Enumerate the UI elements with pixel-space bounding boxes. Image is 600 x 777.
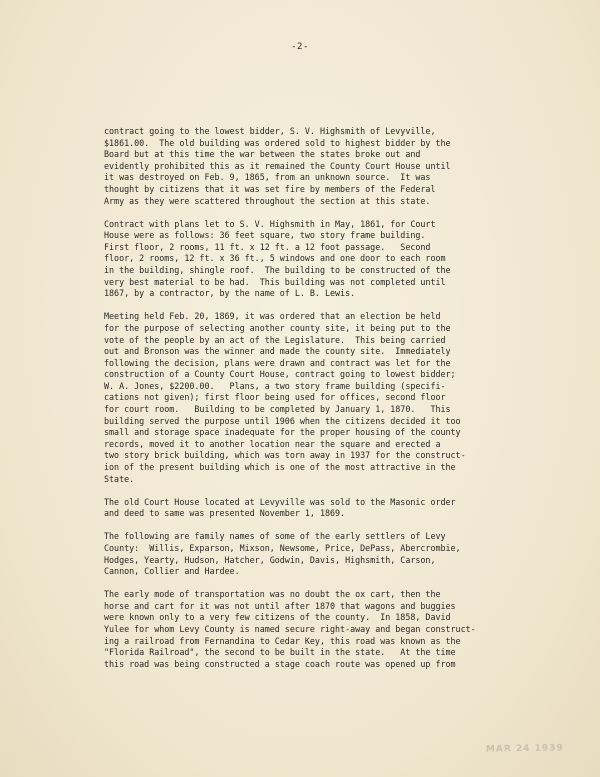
text-line: two story brick building, which was torn away in 1937 for the construct-	[104, 450, 466, 461]
text-line: Yulee for whom Levy County is named secure right-away and began construct-	[104, 624, 476, 635]
page-number: -2-	[291, 42, 309, 52]
text-line: and deed to same was presented November 1, 1869.	[104, 508, 346, 519]
text-line: State.	[104, 473, 135, 484]
text-line: The following are family names of some of the early settlers of Levy	[104, 531, 446, 542]
paragraph	[104, 311, 514, 485]
text-line: Contract with plans let to S. V. Highsmith in May, 1861, for Court	[104, 218, 436, 229]
text-line: Board but at this time the war between the states broke out and	[104, 149, 421, 160]
text-line: small and storage space inadequate for the proper housing of the county	[104, 427, 461, 438]
text-line: House were as follows: 36 feet square, two story frame building.	[104, 230, 426, 241]
text-line: 1867, by a contractor, by the name of L. B. Lewis.	[104, 288, 356, 299]
text-line: ion of the present building which is one of the most attractive in the	[104, 462, 456, 473]
date-stamp: MAR 24 1939	[485, 743, 564, 755]
paragraph	[104, 126, 514, 207]
text-line: very best material to be had. This building was not completed until	[104, 276, 446, 287]
paragraph	[104, 589, 514, 670]
text-line: for the purpose of selecting another county site, it being put to the	[104, 322, 451, 333]
text-line: evidently prohibited this as it remained the County Court House until	[104, 160, 451, 171]
paragraph	[104, 497, 514, 520]
paragraph	[104, 219, 514, 300]
text-line: Hodges, Yearty, Hudson, Hatcher, Godwin, Davis, Highsmith, Carson,	[104, 554, 436, 565]
text-line: Meeting held Feb. 20, 1869, it was ordered that an election be held	[104, 311, 441, 322]
paragraph	[104, 531, 514, 577]
text-line: First floor, 2 rooms, 11 ft. x 12 ft. a 12 foot passage. Second	[104, 241, 431, 252]
text-line: records, moved it to another location near the square and erected a	[104, 438, 441, 449]
text-line: Cannon, Collier and Hardee.	[104, 566, 240, 577]
text-line: thought by citizens that it was set fire by members of the Federal	[104, 183, 436, 194]
text-line: Army as they were scattered throughout the section at this state.	[104, 195, 431, 206]
text-line: cations not given); first floor being used for offices, second floor	[104, 392, 446, 403]
text-line: horse and cart for it was not until after 1870 that wagons and buggies	[104, 600, 456, 611]
text-line: contract going to the lowest bidder, S. V. Highsmith of Levyville,	[104, 126, 436, 136]
text-line: construction of a County Court House, contract going to lowest bidder;	[104, 369, 456, 380]
document-body	[104, 126, 514, 682]
text-line: for court room. Building to be completed by January 1, 1870. This	[104, 404, 451, 415]
text-line: ing a railroad from Fernandina to Cedar Key, this road was known as the	[104, 635, 461, 646]
text-line: building served the purpose until 1906 when the citizens decided it too	[104, 415, 461, 426]
text-line: County: Willis, Exparson, Mixson, Newsome, Price, DePass, Abercrombie,	[104, 543, 461, 553]
text-line: this road was being constructed a stage coach route was opened up from	[104, 658, 456, 669]
text-line: floor, 2 rooms, 12 ft. x 36 ft., 5 windows and one door to each room	[104, 253, 446, 264]
text-line: $1861.00. The old building was ordered sold to highest bidder by the	[104, 137, 451, 148]
text-line: were known only to a very few citizens of the county. In 1858, David	[104, 612, 451, 623]
text-line: it was destroyed on Feb. 9, 1865, from an unknown source. It was	[104, 172, 431, 183]
text-line: "Florida Railroad", the second to be built in the state. At the time	[104, 647, 456, 658]
text-line: The early mode of transportation was no doubt the ox cart, then the	[104, 589, 441, 600]
text-line: out and Bronson was the winner and made the county site. Immediately	[104, 346, 451, 357]
text-line: in the building, shingle roof. The building to be constructed of the	[104, 265, 451, 276]
text-line: W. A. Jones, $2200.00. Plans, a two story frame building (specifi-	[104, 380, 446, 391]
text-line: following the decision, plans were drawn and contract was let for the	[104, 357, 451, 368]
text-line: The old Court House located at Levyville was sold to the Masonic order	[104, 496, 456, 507]
text-line: vote of the people by an act of the Legislature. This being carried	[104, 334, 446, 345]
